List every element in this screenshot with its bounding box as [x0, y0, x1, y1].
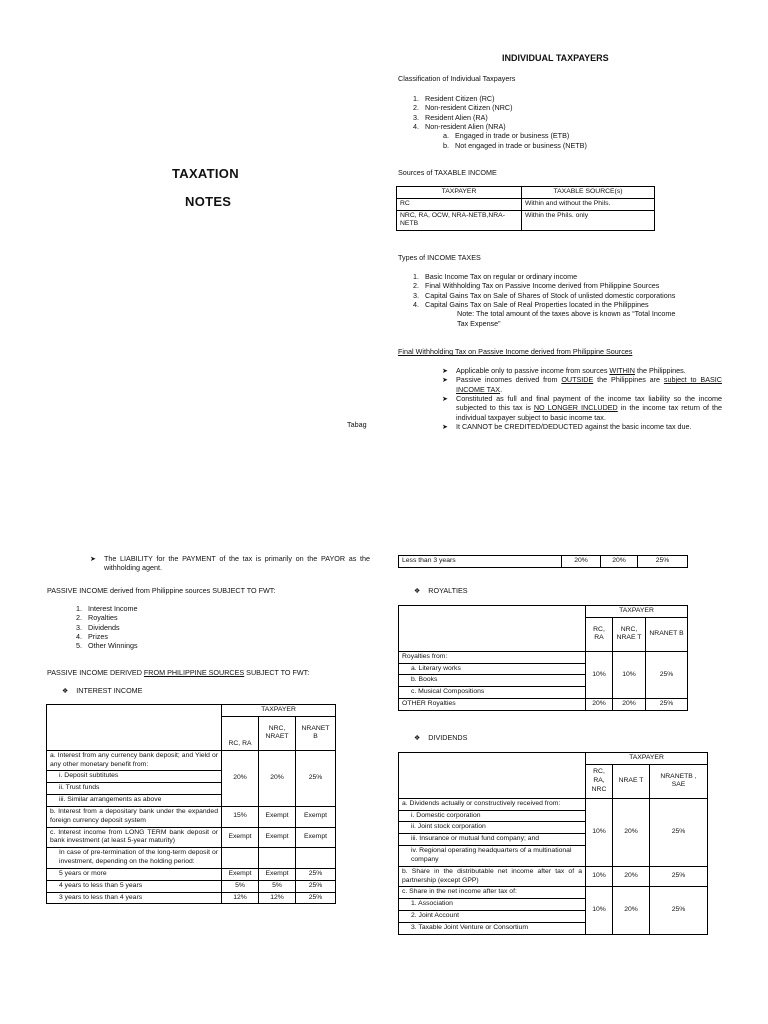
- col-header: NRC, NRAE T: [613, 617, 646, 651]
- taxpayer-header: TAXPAYER: [586, 606, 688, 618]
- table-cell: a. Literary works: [399, 663, 586, 675]
- rate-cell: 5%: [259, 880, 296, 892]
- table-row: [47, 868, 336, 880]
- list-item: 4. Capital Gains Tax on Sale of Real Properties located in the Philippines: [413, 300, 649, 310]
- rate-cell: Exempt: [296, 827, 336, 848]
- passive-label-2: PASSIVE INCOME DERIVED FROM PHILIPPINE SOURCES SUBJECT TO FWT:: [47, 668, 310, 677]
- table-row: [399, 798, 708, 810]
- rate-cell: 25%: [296, 892, 336, 904]
- rate-cell: 10%: [613, 651, 646, 698]
- col-header: NRANET B: [296, 716, 336, 750]
- table-cell: In case of pre-termination of the long-term deposit or investment, depending on the holding period:: [47, 848, 222, 869]
- diamond-bullet-icon: ❖: [414, 588, 421, 595]
- arrow-icon: ➤: [442, 366, 449, 375]
- col-header: NRC, NRAET: [259, 716, 296, 750]
- table-row: [47, 848, 336, 869]
- table-cell: OTHER Royalties: [399, 699, 586, 711]
- rate-cell: 25%: [650, 866, 708, 887]
- table-cell: RC: [397, 198, 522, 210]
- table-cell: c. Musical Compositions: [399, 687, 586, 699]
- dividends-heading: ❖ DIVIDENDS: [414, 733, 468, 742]
- table-header: TAXABLE SOURCE(s): [522, 187, 655, 199]
- rate-cell: 5%: [222, 880, 259, 892]
- rate-cell: Exempt: [222, 827, 259, 848]
- table-row: [397, 187, 655, 199]
- table-row: [47, 705, 336, 717]
- col-header: NRANET B: [646, 617, 688, 651]
- table-header: TAXPAYER: [397, 187, 522, 199]
- passive-label: PASSIVE INCOME derived from Philippine sources SUBJECT TO FWT:: [47, 586, 276, 595]
- table-cell: ii. Trust funds: [47, 783, 222, 795]
- rate-cell: 10%: [586, 798, 613, 866]
- table-cell: c. Share in the net income after tax of:: [399, 887, 586, 899]
- table-cell: 5 years or more: [47, 868, 222, 880]
- rate-cell: Exempt: [259, 827, 296, 848]
- list-item: ➤ Passive incomes derived from OUTSIDE the Philippines are subject to BASIC INCOME TAX.: [442, 375, 722, 394]
- rate-cell: 20%: [613, 887, 650, 934]
- rate-cell: 20%: [613, 699, 646, 711]
- rate-cell: 20%: [562, 556, 601, 568]
- table-cell: b. Interest from a depositary bank under the expanded foreign currency deposit system: [47, 806, 222, 827]
- heading-individual-taxpayers: INDIVIDUAL TAXPAYERS: [502, 53, 609, 63]
- rate-cell: 25%: [638, 556, 688, 568]
- table-cell: i. Deposit subtitutes: [47, 771, 222, 783]
- table-cell: iv. Regional operating headquarters of a multinational company: [399, 846, 586, 867]
- title-taxation: TAXATION: [172, 166, 239, 181]
- rate-cell: 15%: [222, 806, 259, 827]
- types-label: Types of INCOME TAXES: [398, 253, 481, 262]
- table-cell: Less than 3 years: [399, 556, 562, 568]
- table-row: [399, 753, 708, 765]
- rate-cell: 25%: [650, 887, 708, 934]
- table-cell: i. Domestic corporation: [399, 810, 586, 822]
- table-row: [399, 556, 688, 568]
- table-row: [47, 892, 336, 904]
- col-header: NRAE T: [613, 764, 650, 798]
- table-row: [47, 750, 336, 771]
- table-cell: NRC, RA, OCW, NRA-NETB,NRA-NETB: [397, 210, 522, 231]
- table-row: [399, 866, 708, 887]
- col-header: RC, RA, NRC: [586, 764, 613, 798]
- table-row: [397, 198, 655, 210]
- arrow-icon: ➤: [442, 394, 449, 404]
- col-header: NRANETB , SAE: [650, 764, 708, 798]
- list-item: ➤ Applicable only to passive income from sources WITHIN the Philippines.: [442, 366, 686, 375]
- rate-cell: 25%: [646, 699, 688, 711]
- table-cell: 2. Joint Account: [399, 911, 586, 923]
- dividends-table: [398, 752, 708, 935]
- rate-cell: 10%: [586, 651, 613, 698]
- list-item: 1. Basic Income Tax on regular or ordinary income: [413, 272, 578, 281]
- rate-cell: 12%: [259, 892, 296, 904]
- rate-cell: 20%: [613, 798, 650, 866]
- rate-cell: 10%: [586, 887, 613, 934]
- col-header: RC, RA: [222, 716, 259, 750]
- rate-cell: 12%: [222, 892, 259, 904]
- table-row: [47, 827, 336, 848]
- sources-label: Sources of TAXABLE INCOME: [398, 168, 497, 177]
- list-item: 2. Non-resident Citizen (NRC): [413, 103, 513, 113]
- col-header: RC, RA: [586, 617, 613, 651]
- list-item: 3. Resident Alien (RA): [413, 112, 488, 122]
- arrow-icon: ➤: [442, 422, 449, 432]
- diamond-bullet-icon: ❖: [414, 735, 421, 742]
- tabag-label: Tabag: [347, 420, 367, 429]
- table-cell: iii. Insurance or mutual fund company; and: [399, 834, 586, 846]
- types-note: Note: The total amount of the taxes above is known as “Total Income: [457, 309, 676, 319]
- table-cell: b. Books: [399, 675, 586, 687]
- table-cell: c. Interest income from LONG TERM bank deposit or bank investment (at least 5-year maturity): [47, 827, 222, 848]
- rate-cell: 20%: [222, 750, 259, 806]
- list-item: 3. Capital Gains Tax on Sale of Shares of Stock of unlisted domestic corporations: [413, 290, 676, 300]
- table-cell: a. Interest from any currency bank deposit; and Yield or any other monetary benefit from:: [47, 750, 222, 771]
- table-cell: ii. Joint stock corporation: [399, 822, 586, 834]
- royalties-table: [398, 605, 688, 711]
- list-item: b. Not engaged in trade or business (NETB): [443, 140, 587, 150]
- list-item: 5. Other Winnings: [76, 641, 138, 651]
- arrow-icon: ➤: [442, 375, 449, 385]
- rate-cell: 25%: [296, 880, 336, 892]
- table-cell: Within the Phils. only: [522, 210, 655, 231]
- table-cell: a. Dividends actually or constructively received from:: [399, 798, 586, 810]
- table-cell: 1. Association: [399, 899, 586, 911]
- classification-label: Classification of Individual Taxpayers: [398, 74, 516, 83]
- sources-table: [396, 186, 655, 231]
- table-row: [399, 699, 688, 711]
- less-than-3-table: [398, 555, 688, 568]
- list-item: 4. Non-resident Alien (NRA): [413, 122, 506, 132]
- rate-cell: Exempt: [259, 868, 296, 880]
- royalties-heading: ❖ ROYALTIES: [414, 586, 468, 595]
- interest-heading: ❖ INTEREST INCOME: [62, 686, 143, 695]
- list-item: 1. Resident Citizen (RC): [413, 94, 495, 103]
- table-cell: 3. Taxable Joint Venture or Consortium: [399, 922, 586, 934]
- list-item: 2. Royalties: [76, 613, 118, 623]
- table-row: [47, 806, 336, 827]
- liability-bullet: ➤ The LIABILITY for the PAYMENT of the tax is primarily on the PAYOR as the withholding agent.: [90, 554, 370, 573]
- table-cell: 3 years to less than 4 years: [47, 892, 222, 904]
- rate-cell: Exempt: [296, 806, 336, 827]
- passive-list: [76, 604, 138, 651]
- rate-cell: 25%: [296, 750, 336, 806]
- table-row: [47, 880, 336, 892]
- rate-cell: 10%: [586, 866, 613, 887]
- fwt-label: Final Withholding Tax on Passive Income derived from Philippine Sources: [398, 347, 633, 356]
- table-cell: Royalties from:: [399, 651, 586, 663]
- table-row: [399, 651, 688, 663]
- taxpayer-header: TAXPAYER: [222, 705, 336, 717]
- rate-cell: 20%: [586, 699, 613, 711]
- table-cell: iii. Similar arrangements as above: [47, 795, 222, 807]
- table-cell: b. Share in the distributable net income after tax of a partnership (except GPP): [399, 866, 586, 887]
- list-item: a. Engaged in trade or business (ETB): [443, 131, 570, 141]
- list-item: 3. Dividends: [76, 622, 120, 632]
- rate-cell: Exempt: [259, 806, 296, 827]
- table-cell: 4 years to less than 5 years: [47, 880, 222, 892]
- list-item: 1. Interest Income: [76, 604, 138, 613]
- classification-list: [413, 94, 587, 150]
- table-row: [399, 887, 708, 899]
- types-list: [413, 272, 675, 328]
- interest-table: [46, 704, 336, 904]
- title-notes: NOTES: [185, 194, 232, 209]
- diamond-bullet-icon: ❖: [62, 688, 69, 695]
- taxpayer-header: TAXPAYER: [586, 753, 708, 765]
- rate-cell: Exempt: [222, 868, 259, 880]
- rate-cell: 20%: [613, 866, 650, 887]
- table-cell: Within and without the Phils.: [522, 198, 655, 210]
- list-item: 2. Final Withholding Tax on Passive Income derived from Philippine Sources: [413, 281, 660, 291]
- rate-cell: 25%: [296, 868, 336, 880]
- list-item: 4. Prizes: [76, 632, 108, 642]
- types-note: Tax Expense”: [457, 318, 501, 328]
- rate-cell: 20%: [601, 556, 638, 568]
- fwt-bullets: [442, 366, 722, 432]
- table-row: [397, 210, 655, 231]
- rate-cell: 25%: [650, 798, 708, 866]
- rate-cell: 25%: [646, 651, 688, 698]
- arrow-icon: ➤: [90, 554, 97, 563]
- list-item: ➤ Constituted as full and final payment of the income tax liability so the income subjected to this tax is NO LONGER INCLUDED in the income tax return of the individual taxpayer subject to basic income tax.: [442, 394, 722, 422]
- rate-cell: 20%: [259, 750, 296, 806]
- table-row: [399, 606, 688, 618]
- list-item: ➤ It CANNOT be CREDITED/DEDUCTED against the basic income tax due.: [442, 422, 692, 432]
